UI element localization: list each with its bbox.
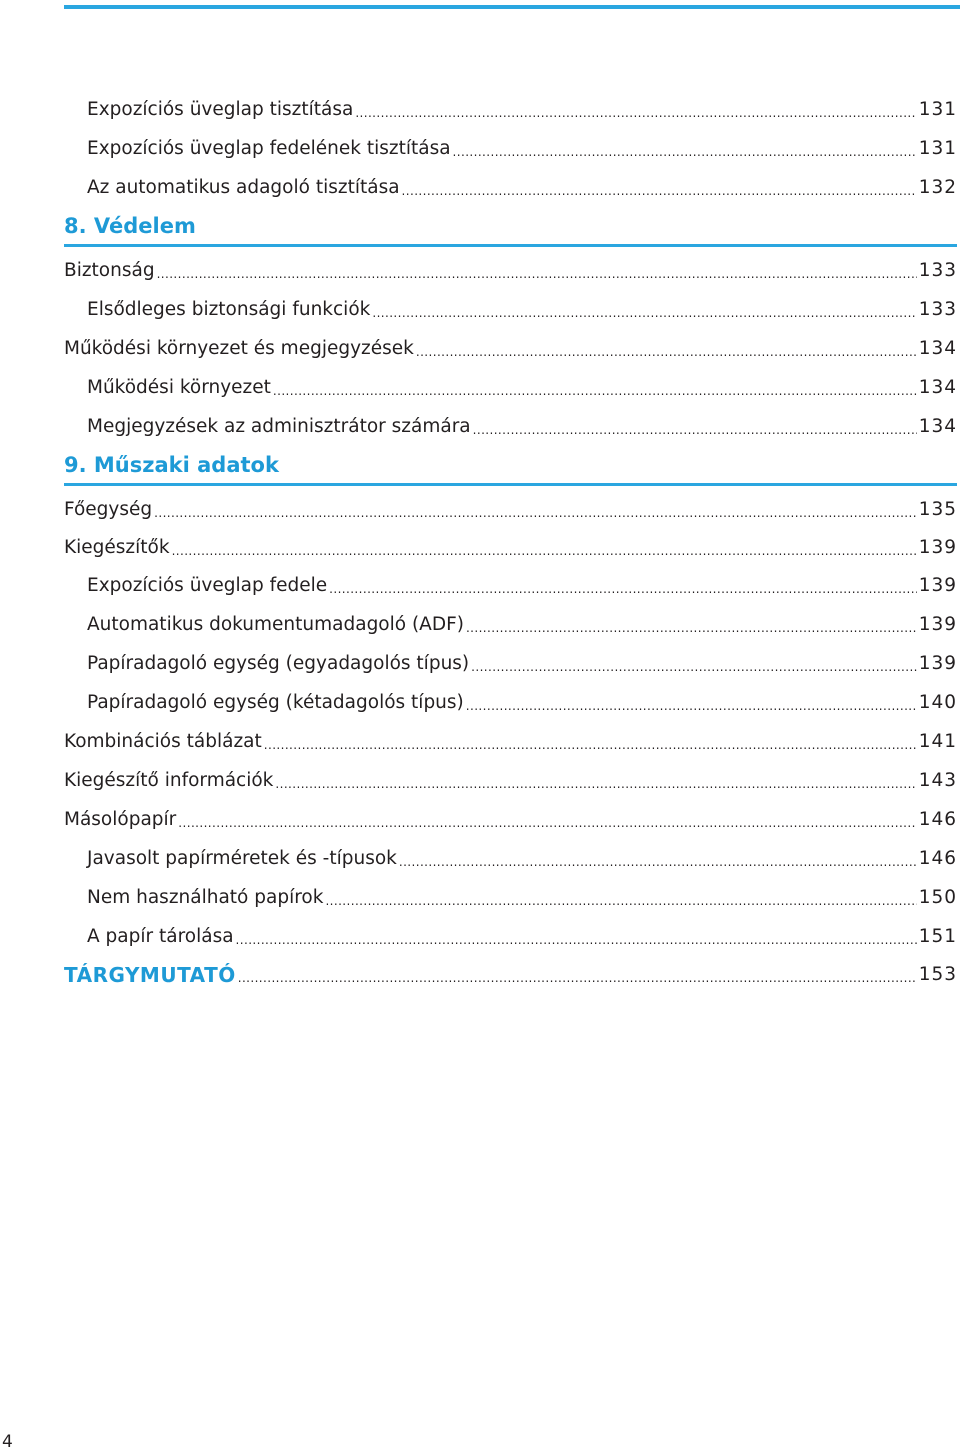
toc-entry[interactable] bbox=[64, 807, 957, 833]
toc-leader-dots bbox=[453, 136, 917, 162]
toc-leader-dots bbox=[236, 924, 917, 950]
toc-entry[interactable] bbox=[64, 535, 957, 561]
toc-entry-title: Expozíciós üveglap fedelének tisztítása bbox=[87, 138, 451, 159]
toc-entry[interactable] bbox=[64, 336, 957, 362]
toc-entry[interactable] bbox=[64, 258, 957, 284]
toc-entry-title: Expozíciós üveglap fedele bbox=[87, 575, 328, 596]
page-number: 4 bbox=[2, 1432, 13, 1452]
toc-entry-title: Főegység bbox=[64, 499, 153, 520]
toc-entry-page: 131 bbox=[918, 99, 957, 120]
toc-entry-page: 134 bbox=[918, 416, 957, 437]
chapter-rule bbox=[64, 244, 957, 247]
chapter-title: 8. Védelem bbox=[64, 214, 196, 238]
toc-entry[interactable] bbox=[87, 612, 957, 638]
toc-entry[interactable] bbox=[87, 651, 957, 677]
chapter-rule bbox=[64, 483, 957, 486]
toc-leader-dots bbox=[264, 729, 917, 755]
toc-entry-title: Papíradagoló egység (egyadagolós típus) bbox=[87, 653, 470, 674]
toc-leader-dots bbox=[416, 336, 917, 362]
toc-leader-dots bbox=[325, 885, 916, 911]
toc-leader-dots bbox=[238, 962, 917, 988]
toc-entry-title: Kiegészítők bbox=[64, 537, 170, 558]
toc-entry-page: 135 bbox=[918, 499, 957, 520]
toc-entry-title: Elsődleges biztonsági funkciók bbox=[87, 299, 371, 320]
toc-entry-title: A papír tárolása bbox=[87, 926, 234, 947]
toc-entry[interactable] bbox=[87, 175, 957, 201]
toc-leader-dots bbox=[473, 414, 917, 440]
toc-entry[interactable] bbox=[87, 97, 957, 123]
toc-leader-dots bbox=[372, 297, 916, 323]
toc-entry-page: 132 bbox=[918, 177, 957, 198]
toc-leader-dots bbox=[399, 846, 917, 872]
toc-entry-page: 139 bbox=[918, 653, 957, 674]
toc-entry-title: Automatikus dokumentumadagoló (ADF) bbox=[87, 614, 464, 635]
toc-entry-title: Kiegészítő információk bbox=[64, 770, 274, 791]
toc-entry-title: Működési környezet és megjegyzések bbox=[64, 338, 414, 359]
toc-entry-page: 141 bbox=[918, 731, 957, 752]
toc-entry-page: 133 bbox=[918, 299, 957, 320]
toc-entry-title: Javasolt papírméretek és -típusok bbox=[87, 848, 397, 869]
toc-entry[interactable] bbox=[87, 136, 957, 162]
toc-entry-page: 131 bbox=[918, 138, 957, 159]
toc-leader-dots bbox=[157, 258, 917, 284]
toc-entry-page: 134 bbox=[918, 338, 957, 359]
toc-leader-dots bbox=[329, 573, 917, 599]
toc-leader-dots bbox=[178, 807, 916, 833]
toc-chapter-heading[interactable] bbox=[64, 211, 957, 249]
toc-leader-dots bbox=[355, 97, 916, 123]
toc-entry-page: 133 bbox=[918, 260, 957, 281]
toc-leader-dots bbox=[402, 175, 917, 201]
toc-entry-page: 146 bbox=[918, 809, 957, 830]
toc-entry-title: Expozíciós üveglap tisztítása bbox=[87, 99, 354, 120]
toc-entry-page: 139 bbox=[918, 575, 957, 596]
toc-leader-dots bbox=[471, 651, 917, 677]
toc-entry-title: Megjegyzések az adminisztrátor számára bbox=[87, 416, 471, 437]
toc-entry-page: 139 bbox=[918, 614, 957, 635]
toc-leader-dots bbox=[466, 690, 917, 716]
toc-entry[interactable] bbox=[64, 729, 957, 755]
toc-entry-title: Kombinációs táblázat bbox=[64, 731, 262, 752]
toc-entry[interactable] bbox=[87, 414, 957, 440]
toc-entry-page: 146 bbox=[918, 848, 957, 869]
toc-entry[interactable] bbox=[64, 768, 957, 794]
toc-entry-page: 134 bbox=[918, 377, 957, 398]
toc-entry[interactable] bbox=[87, 690, 957, 716]
toc-entry-page: 153 bbox=[918, 964, 957, 985]
toc-entry-title: TÁRGYMUTATÓ bbox=[64, 963, 236, 987]
toc-entry[interactable] bbox=[87, 846, 957, 872]
toc-entry-page: 143 bbox=[918, 770, 957, 791]
toc-entry[interactable] bbox=[87, 375, 957, 401]
toc-entry[interactable] bbox=[87, 885, 957, 911]
toc-entry-page: 139 bbox=[918, 537, 957, 558]
toc-entry-title: Működési környezet bbox=[87, 377, 271, 398]
toc-chapter-heading[interactable] bbox=[64, 450, 957, 488]
chapter-title: 9. Műszaki adatok bbox=[64, 453, 279, 477]
toc-leader-dots bbox=[466, 612, 917, 638]
toc-entry[interactable] bbox=[87, 297, 957, 323]
header-rule bbox=[64, 5, 960, 9]
toc-entry-title: Papíradagoló egység (kétadagolós típus) bbox=[87, 692, 464, 713]
toc-entry-title: Nem használható papírok bbox=[87, 887, 324, 908]
toc-entry[interactable] bbox=[87, 924, 957, 950]
toc-leader-dots bbox=[273, 375, 917, 401]
toc-entry[interactable] bbox=[87, 573, 957, 599]
toc-leader-dots bbox=[275, 768, 916, 794]
toc-entry-page: 150 bbox=[918, 887, 957, 908]
toc-leader-dots bbox=[154, 497, 917, 523]
toc-entry-title: Biztonság bbox=[64, 260, 155, 281]
toc-entry-page: 151 bbox=[918, 926, 957, 947]
toc-entry-title: Másolópapír bbox=[64, 809, 177, 830]
toc-entry-title: Az automatikus adagoló tisztítása bbox=[87, 177, 400, 198]
toc-leader-dots bbox=[172, 535, 917, 561]
toc-entry[interactable] bbox=[64, 497, 957, 523]
toc-entry-page: 140 bbox=[918, 692, 957, 713]
toc-entry-index[interactable] bbox=[64, 962, 957, 988]
